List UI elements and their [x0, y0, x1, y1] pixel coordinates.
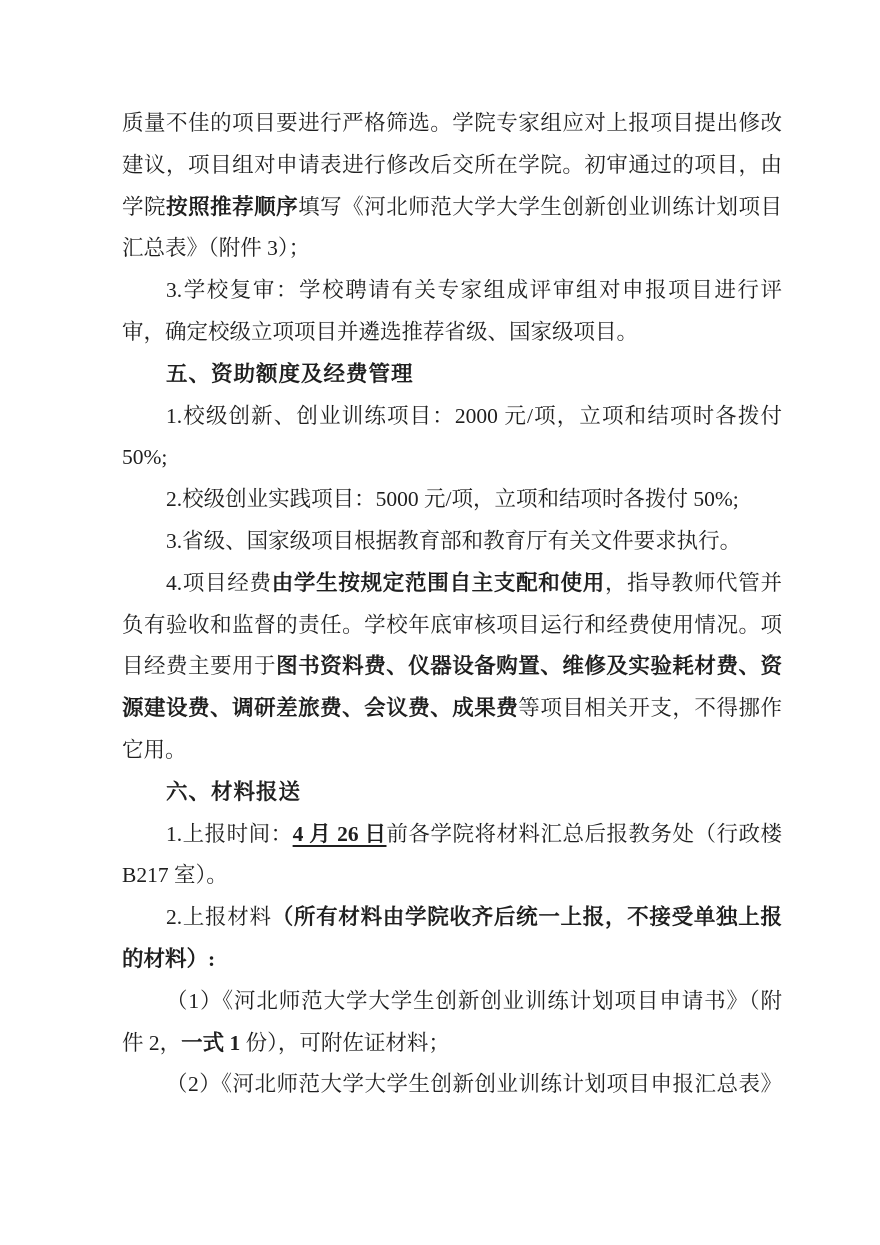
text-run: 2.上报材料: [166, 905, 272, 930]
text-line: [122, 688, 782, 730]
text-line: [122, 897, 782, 939]
section-heading-materials: [122, 772, 782, 814]
text-run: 3.学校复审：学校聘请有关专家组成评审组对申报项目进行评: [166, 278, 782, 303]
text-run-bold: （所有材料由学院收齐后统一上报，不接受单独上报: [271, 905, 782, 930]
text-line: [122, 814, 782, 856]
text-line: [122, 855, 782, 897]
text-line: [122, 312, 782, 354]
text-line: [122, 145, 782, 187]
text-run: ，指导教师代管并: [604, 570, 782, 595]
text-run: 前各学院将材料汇总后报教务处（行政楼: [386, 821, 782, 846]
text-line: [122, 479, 782, 521]
text-run: 份），可附佐证材料；: [240, 1030, 450, 1055]
text-run: 填写《河北师范大学大学生创新创业训练计划项目: [298, 194, 782, 219]
heading-text: 五、资助额度及经费管理: [166, 361, 414, 386]
text-run: （2）《河北师范大学大学生创新创业训练计划项目申报汇总表》: [166, 1072, 782, 1097]
text-run-bold: 按照推荐顺序: [166, 194, 299, 219]
text-run: 审，确定校级立项项目并遴选推荐省级、国家级项目。: [122, 319, 639, 344]
text-run: 1.上报时间：: [166, 821, 293, 846]
document-body: [122, 103, 782, 1106]
text-line: [122, 563, 782, 605]
text-run: 负有验收和监督的责任。学校年底审核项目运行和经费使用情况。项: [122, 612, 782, 637]
text-line: [122, 1064, 782, 1106]
text-run: 汇总表》（附件 3）；: [122, 236, 311, 261]
text-run: 50%;: [122, 445, 168, 470]
text-line: [122, 396, 782, 438]
text-line: [122, 730, 782, 772]
text-line: [122, 187, 782, 229]
text-run: 1.校级创新、创业训练项目：2000 元/项，立项和结项时各拨付: [166, 403, 782, 428]
text-run: 它用。: [122, 737, 187, 762]
text-run: 3.省级、国家级项目根据教育部和教育厅有关文件要求执行。: [166, 528, 742, 553]
text-line: [122, 228, 782, 270]
text-line: [122, 103, 782, 145]
deadline-date: 4 月 26 日: [292, 821, 387, 846]
text-line: [122, 605, 782, 647]
text-run: 等项目相关开支，不得挪作: [518, 696, 782, 721]
text-run-bold: 一式 1: [181, 1030, 241, 1055]
text-run: 学院: [122, 194, 167, 219]
heading-text: 六、材料报送: [166, 779, 302, 804]
text-line: [122, 646, 782, 688]
text-run-bold: 的材料）:: [122, 946, 216, 971]
text-run: 4.项目经费: [166, 570, 272, 595]
text-run: 建议，项目组对申请表进行修改后交所在学院。初审通过的项目，由: [122, 152, 782, 177]
section-heading-funding: [122, 354, 782, 396]
text-run: 质量不佳的项目要进行严格筛选。学院专家组应对上报项目提出修改: [122, 111, 782, 135]
text-run: 2.校级创业实践项目：5000 元/项，立项和结项时各拨付 50%;: [166, 487, 739, 512]
text-line: [122, 981, 782, 1023]
text-run-bold: 由学生按规定范围自主支配和使用: [271, 570, 605, 595]
text-line: [122, 939, 782, 981]
text-run: 目经费主要用于: [122, 654, 277, 679]
text-run: （1）《河北师范大学大学生创新创业训练计划项目申请书》（附: [166, 988, 782, 1013]
text-run: B217 室）。: [122, 863, 228, 888]
text-line: [122, 437, 782, 479]
text-line: [122, 1023, 782, 1065]
text-run-bold: 源建设费、调研差旅费、会议费、成果费: [122, 696, 519, 721]
text-line: [122, 521, 782, 563]
text-run-bold: 图书资料费、仪器设备购置、维修及实验耗材费、资: [276, 654, 782, 679]
text-line: [122, 270, 782, 312]
text-run: 件 2，: [122, 1030, 182, 1055]
